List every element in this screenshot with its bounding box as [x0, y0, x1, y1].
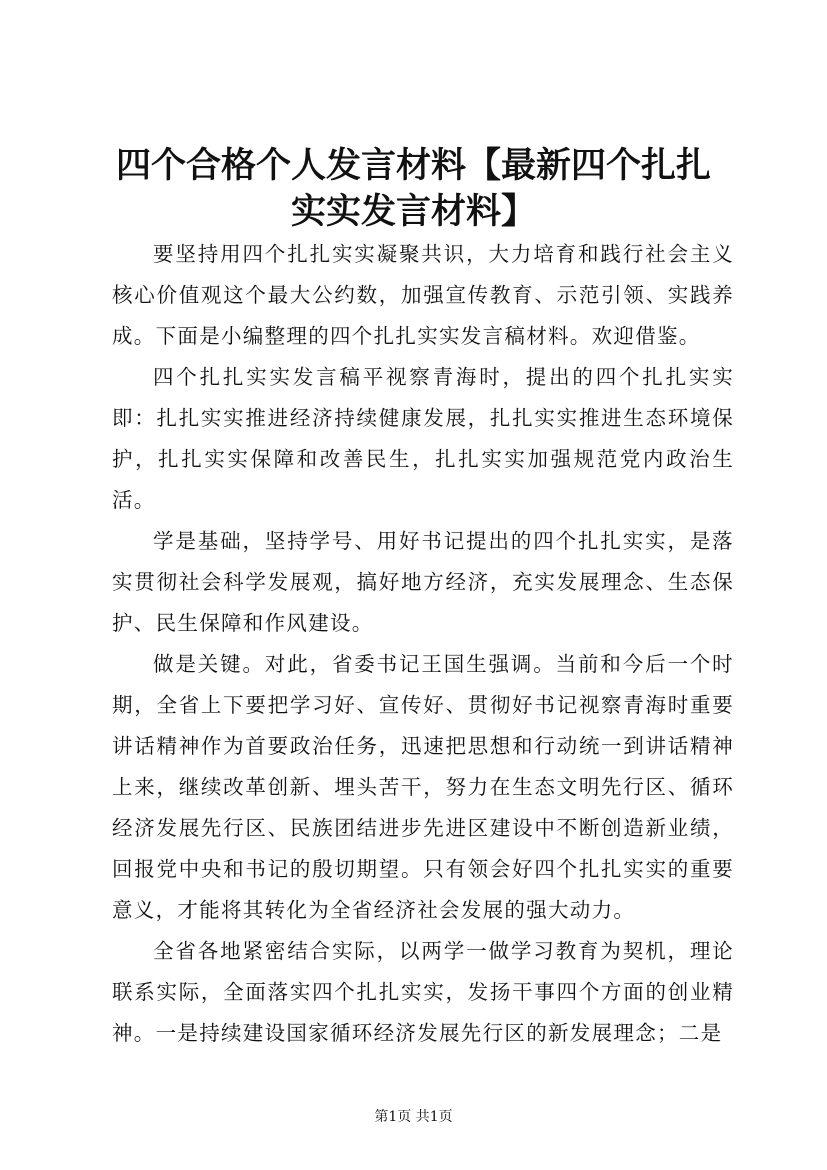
paragraph-1: 要坚持用四个扎扎实实凝聚共识，大力培育和践行社会主义核心价值观这个最大公约数，加强宣传教育、示范引领、实践养成。下面是小编整理的四个扎扎实实发言稿材料。欢迎借鉴。 [112, 242, 734, 348]
paragraph-2: 四个扎扎实实发言稿平视察青海时，提出的四个扎扎实实即：扎扎实实推进经济持续健康发展，扎扎实实推进生态环境保护，扎扎实实保障和改善民生，扎扎实实加强规范党内政治生活。 [112, 365, 734, 512]
document-body [112, 234, 734, 1054]
document-title: 四个合格个人发言材料【最新四个扎扎实实发言材料】 [115, 145, 711, 232]
page-footer: 第1页 共1页 [374, 1109, 453, 1125]
paragraph-5: 全省各地紧密结合实际，以两学一做学习教育为契机，理论联系实际，全面落实四个扎扎实实，发扬干事四个方面的创业精神。一是持续建设国家循环经济发展先行区的新发展理念；二是 [112, 939, 734, 1045]
paragraph-4: 做是关键。对此，省委书记王国生强调。当前和今后一个时期，全省上下要把学习好、宣传好、贯彻好书记视察青海时重要讲话精神作为首要政治任务，迅速把思想和行动统一到讲话精神上来，继续改革创新、埋头苦干，努力在生态文明先行区、循环经济发展先行区、民族团结进步先进区建设中不断创造新业绩，回报党中央和书记的殷切期望。只有领会好四个扎扎实实的重要意义，才能将其转化为全省经济社会发展的强大动力。 [112, 652, 734, 922]
paragraph-3: 学是基础，坚持学号、用好书记提出的四个扎扎实实，是落实贯彻社会科学发展观，搞好地方经济，充实发展理念、生态保护、民生保障和作风建设。 [112, 529, 734, 635]
